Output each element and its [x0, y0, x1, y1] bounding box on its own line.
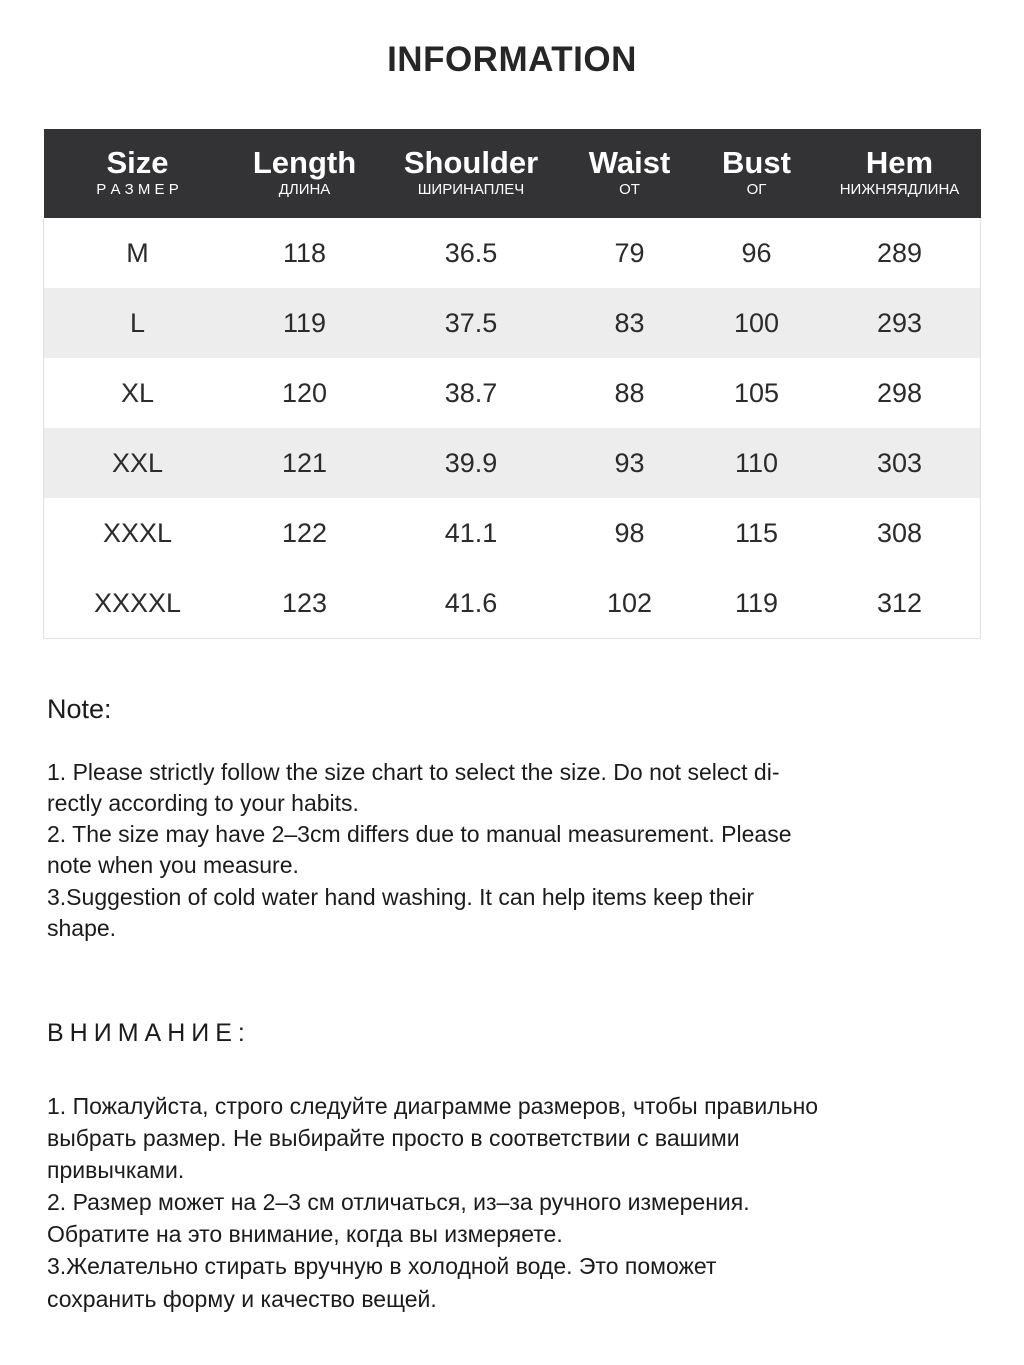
cell-size: XXXL [44, 498, 232, 568]
column-header-waist: Waist [565, 129, 695, 182]
cell-hem: 303 [819, 428, 981, 498]
notes-english-body [47, 757, 977, 945]
column-header-bust: Bust [695, 129, 819, 182]
cell-hem: 308 [819, 498, 981, 568]
note-en-line: 2. The size may have 2–3cm differs due to manual measurement. Please [47, 821, 792, 848]
table-body [44, 218, 981, 639]
cell-bust: 100 [695, 288, 819, 358]
cell-hem: 289 [819, 218, 981, 288]
note-ru-line: сохранить форму и качество вещей. [47, 1285, 437, 1312]
table-row [44, 498, 981, 568]
column-subheader-length: ДЛИНА [232, 182, 378, 219]
cell-bust: 115 [734, 517, 779, 548]
cell-hem: 312 [819, 568, 981, 639]
notes-russian [47, 1020, 977, 1315]
column-subheader-size: Р А З М Е Р [44, 182, 232, 219]
header-row-russian [44, 182, 981, 219]
table-row [44, 428, 981, 498]
cell-waist: 79 [614, 237, 645, 268]
cell-size: XL [44, 358, 232, 428]
notes-english-heading: Note: [47, 694, 112, 724]
notes-russian-body [47, 1090, 977, 1315]
note-ru-line: 1. Пожалуйста, строго следуйте диаграмме размеров, чтобы правильно [47, 1092, 819, 1119]
size-table-container [43, 129, 980, 639]
cell-bust: 96 [741, 237, 772, 268]
cell-hem: 293 [819, 288, 981, 358]
cell-length: 120 [281, 377, 328, 408]
table-row [44, 358, 981, 428]
cell-shoulder: 36.5 [444, 237, 498, 268]
column-header-shoulder: Shoulder [378, 129, 565, 182]
cell-waist: 88 [614, 377, 645, 408]
cell-waist: 93 [565, 428, 695, 498]
column-header-hem: Hem [819, 129, 981, 182]
note-ru-line: 2. Размер может на 2–3 см отличаться, из–за ручного измерения. [47, 1189, 750, 1216]
note-ru-line: Обратите на это внимание, когда вы измеряете. [47, 1221, 563, 1248]
table-row [44, 288, 981, 358]
note-ru-line: выбрать размер. Не выбирайте просто в соответствии с вашими [47, 1124, 740, 1151]
cell-length: 123 [232, 568, 378, 639]
notes-english [47, 695, 977, 944]
note-ru-line: 3.Желательно стирать вручную в холодной воде. Это поможет [47, 1253, 717, 1280]
cell-shoulder: 41.1 [444, 517, 498, 548]
column-header-size: Size [44, 129, 232, 182]
column-subheader-bust: ОГ [695, 182, 819, 219]
cell-bust: 110 [695, 428, 819, 498]
note-en-line: note when you measure. [47, 852, 299, 879]
cell-bust: 119 [695, 568, 819, 639]
cell-hem: 298 [819, 358, 981, 428]
column-subheader-hem: НИЖНЯЯДЛИНА [819, 182, 981, 219]
column-header-length: Length [232, 129, 378, 182]
cell-size: XXL [44, 428, 232, 498]
cell-size: M [44, 218, 232, 288]
cell-size: XXXXL [44, 568, 232, 639]
cell-shoulder: 37.5 [378, 288, 565, 358]
cell-shoulder: 41.6 [378, 568, 565, 639]
cell-length: 119 [232, 288, 378, 358]
cell-length: 122 [281, 517, 328, 548]
cell-waist: 102 [565, 568, 695, 639]
cell-waist: 83 [565, 288, 695, 358]
cell-size: L [44, 288, 232, 358]
cell-bust: 105 [733, 377, 780, 408]
note-en-line: shape. [47, 915, 117, 942]
page-title: INFORMATION [387, 40, 637, 79]
table-row [44, 568, 981, 639]
column-subheader-waist: ОТ [565, 182, 695, 219]
cell-shoulder: 38.7 [444, 377, 498, 408]
table-row [44, 218, 981, 288]
cell-length: 118 [282, 237, 327, 268]
header-row-english [44, 129, 981, 182]
cell-waist: 98 [614, 517, 645, 548]
note-ru-line: привычками. [47, 1156, 185, 1183]
note-en-line: 1. Please strictly follow the size chart to select the size. Do not select di- [47, 758, 780, 785]
size-table [43, 129, 981, 639]
table-header [44, 129, 981, 218]
cell-length: 121 [232, 428, 378, 498]
note-en-line: rectly according to your habits. [47, 789, 359, 816]
note-en-line: 3.Suggestion of cold water hand washing. It can help items keep their [47, 883, 755, 910]
cell-shoulder: 39.9 [378, 428, 565, 498]
column-subheader-shoulder: ШИРИНАПЛЕЧ [378, 182, 565, 219]
notes-russian-heading: ВНИМАНИЕ: [47, 1019, 251, 1047]
